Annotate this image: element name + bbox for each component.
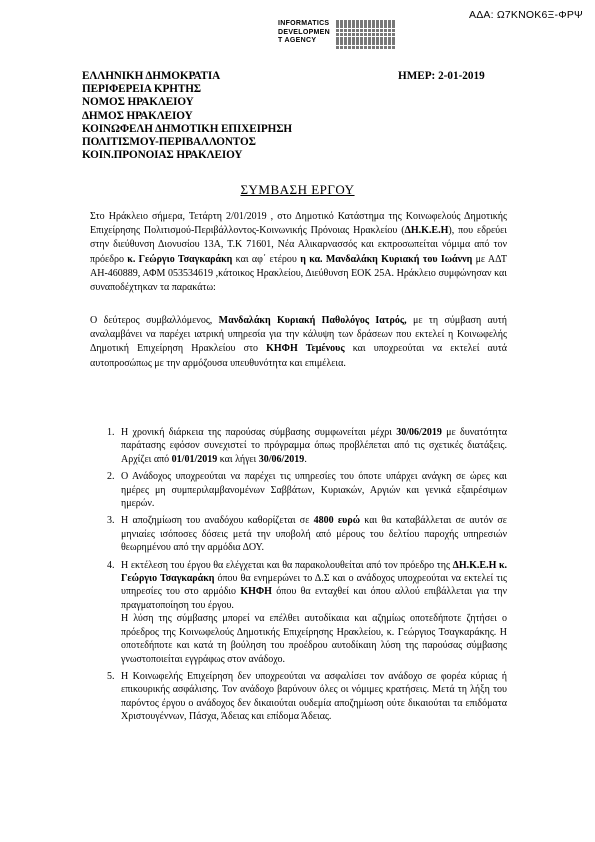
term-number: 4. [107, 559, 115, 571]
ada-code: ΑΔΑ: Ω7ΚΝΟΚ6Ξ-ΦΡΨ [468, 9, 583, 21]
term-item: 3. Η αποζημίωση του αναδόχου καθορίζεται σε 4800 ευρώ και θα καταβάλλεται σε αυτόν σε μηνιαίες ισόποσες δόσεις μετά την υποβολή από μέρους του δελτίου παροχής υπηρεσιών θεωρημένου από την αρμόδια ΔΟΥ. [107, 515, 508, 554]
document-title: ΣΥΜΒΑΣΗ ΕΡΓΟΥ [240, 182, 355, 197]
termination-clause: Η λύση της σύμβασης μπορεί να επέλθει αυτοδίκαια και αζημίως οποτεδήποτε ζητήσει ο πρόεδρος της Κοινωφελούς Δημοτικής Επιχείρησης Ηρακλείου, κ. Γεώργιος Τσαγκαράκης. Η οποτεδήποτε και κατά τη βούληση του προέδρου αυτοδίκαιη λύση της παρούσας σύμβασης γνωστοποιείται εγγράφως στον ανάδοχο. [121, 613, 507, 665]
document-date: ΗΜΕΡ: 2-01-2019 [398, 70, 485, 82]
intro-paragraph: Στο Ηράκλειο σήμερα, Τετάρτη 2/01/2019 , στο Δημοτικό Κατάστημα της Κοινωφελούς Δημοτικής Επιχείρησης Πολιτισμού-Περιβάλλοντος-Κοινωνικής Πρόνοιας Ηρακλείου (ΔΗ.Κ.Ε.Η), που εδρεύει στην διεύθυνση Διονυσίου 13Α, Τ.Κ 71601, Νέα Αλικαρνασσός και εκπροσωπείται νόμιμα από τον πρόεδρο κ. Γεώργιο Τσαγκαράκη και αφ΄ ετέρου η κα. Μανδαλάκη Κυριακή του Ιωάννη με ΑΔΤ ΑΗ-460889, ΑΦΜ 053534619 ,κάτοικος Ηρακλείου, Διεύθυνση ΕΟΚ 25Α. Ηράκλειο συμφώνησαν και συναποδέχτηκαν τα παρακάτω: [90, 211, 507, 294]
term-item: 2. Ο Ανάδοχος υποχρεούται να παρέχει τις υπηρεσίες του όποτε υπάρχει ανάγκη σε ώρες και ημέρες μη συμπεριλαμβανομένων Σαββάτων, Κυριακών, Αργιών και γενικά εξαιρέσιμων ημερών. [107, 471, 507, 510]
term-item: 5. Η Κοινωφελής Επιχείρηση δεν υποχρεούται να ασφαλίσει τον ανάδοχο σε φορέα κύριας ή επικουρικής ασφάλισης. Τον ανάδοχο βαρύνουν όλες οι νόμιμες κρατήσεις. Μετά τη λήξη του παρόντος έργου ο ανάδοχος δεν δικαιούται ουδεμία αποζημίωση ούτε δικαιούται τα επιδόματα Χριστουγέννων, Πάσχα, Άδειας και επίδομα Άδειας. [107, 670, 507, 723]
term-number: 5. [107, 670, 115, 682]
term-number: 2. [107, 471, 115, 483]
issuer-line: ΚΟΙΝ.ΠΡΟΝΟΙΑΣ ΗΡΑΚΛΕΙΟΥ [82, 149, 243, 162]
issuer-line: ΝΟΜΟΣ ΗΡΑΚΛΕΙΟΥ [82, 96, 194, 109]
issuer-line: ΔΗΜΟΣ ΗΡΑΚΛΕΙΟΥ [82, 109, 193, 122]
logo-small-print [336, 20, 396, 50]
logo-text: INFORMATICS DEVELOPMEN T AGENCY [278, 20, 331, 44]
term-item: 4. Η εκτέλεση του έργου θα ελέγχεται και θα παρακολουθείται από τον πρόεδρο της ΔΗ.Κ.Ε.Η κ. Γεώργιο Τσαγκαράκη όπου θα ενημερώνει το Δ.Σ και ο ανάδοχος υποχρεούται να εκτελεί τις υπηρεσίες του στο αρμόδιο ΚΗΦΗ όπου θα ενταχθεί και όπου αλλού επιβάλλεται για την πραγματοποίηση του έργου. Η λύση της σύμβασης μπορεί να επέλθει αυτοδίκαια και αζημίως οποτεδήποτε ζητήσει ο πρόεδρος της Κοινωφελούς Δημοτικής Επιχείρησης Ηρακλείου, κ. Γεώργιος Τσαγκαράκης. Η οποτεδήποτε και κατά τη βούληση του προέδρου αυτοδίκαιη λύση της παρούσας σύμβασης γνωστοποιείται εγγράφως στον ανάδοχο. [107, 559, 508, 665]
agency-logo [278, 20, 396, 52]
issuer-block [82, 70, 292, 162]
issuer-line: ΠΕΡΙΦΕΡΕΙΑ ΚΡΗΤΗΣ [82, 83, 202, 96]
term-number: 1. [107, 427, 115, 438]
term-item: 1. Η χρονική διάρκεια της παρούσας σύμβασης συμφωνείται μέχρι 30/06/2019 με δυνατότητα παράτασης εφόσον συνεχιστεί το πρόγραμμα όπως προβλέπεται από τις σχετικές διατάξεις. Αρχίζει από 01/01/2019 και λήγει 30/06/2019. [107, 427, 507, 465]
terms-list [101, 426, 507, 728]
issuer-line: ΠΟΛΙΤΙΣΜΟΥ-ΠΕΡΙΒΑΛΛΟΝΤΟΣ [82, 136, 256, 149]
term-number: 3. [107, 515, 115, 527]
issuer-line: ΕΛΛΗΝΙΚΗ ΔΗΜΟΚΡΑΤΙΑ [82, 70, 221, 82]
issuer-line: ΚΟΙΝΩΦΕΛΗ ΔΗΜΟΤΙΚΗ ΕΠΙΧΕΙΡΗΣΗ [82, 122, 293, 135]
contractor-paragraph: Ο δεύτερος συμβαλλόμενος, Μανδαλάκη Κυριακή Παθολόγος Ιατρός, με τη σύμβαση αυτή αναλαμβάνει να παρέχει ιατρική υπηρεσία για την κάλυψη των δράσεων που εκτελεί η Κοινωφελής Δημοτική Επιχείρηση Ηρακλείου στο ΚΗΦΗ Τεμένους και υποχρεούται να εκτελεί αυτά αυτοπροσώπως με την αρμόζουσα υπευθυνότητα και επιμέλεια. [90, 315, 508, 369]
